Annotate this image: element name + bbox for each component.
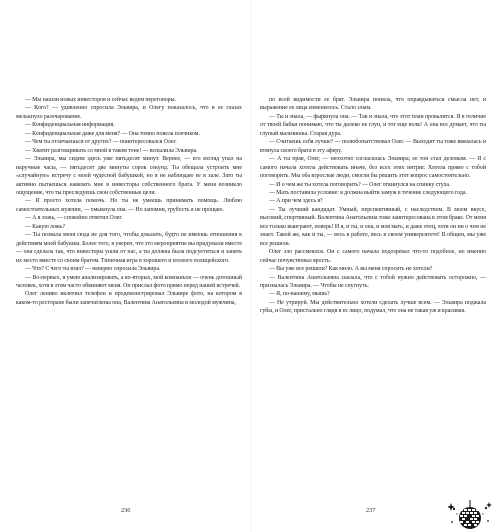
paragraph: — Во-первых, я умею анализировать, а во-вторых, мой компаньон — очень дотошный человек, хотя в этом часто обвиняют меня. Он прислал фото прямо перед нашей встречей. — [16, 274, 242, 289]
page-number-left: 236 — [121, 507, 131, 514]
paragraph: — Хватит разговаривать со мной в таком тоне! — вспылила Эльвира. — [25, 147, 198, 154]
page-number-right: 237 — [366, 507, 376, 514]
paragraph: — Чем ты отличаешься от других? — поинтересовался Олег. — [25, 139, 177, 146]
page-gutter — [250, 0, 252, 532]
paragraph: — Ты и знала, — фыркнула она. — Так и знала, что этот план провалится. Я в отличие от твоей бабки понимаю, что ты далеко не глуп, и тот еще волк! А она все думает, что ты глупый мальчишка. Старая дура. — [260, 113, 486, 137]
paragraph: — Вы уже все решили? Как мило. А вы меня спросить не хотели? — [269, 266, 433, 273]
paragraph: — Конфиденциальная даже для меня? — Она томно повела плечиком. — [25, 130, 200, 137]
right-page — [260, 96, 486, 514]
paragraph: — И о чем же ты хотела поговорить? — Олег откинулся на спинку стула. — [269, 181, 451, 188]
paragraph: — А при чем здесь я? — [269, 198, 323, 205]
paragraph: — Конфиденциальная информация. — [25, 122, 115, 129]
paragraph: — Кого? — удивленно спросила Эльвира, и Олегу показалось, что в ее глазах мелькнуло разочарование. — [16, 105, 242, 120]
paragraph: — Считаешь себя лучше? — полюбопытствовал Олег. — Выходит ты тоже ввязалась и втянула своего брата в эту аферу. — [260, 139, 486, 154]
paragraph: — Ты позвала меня сюда не для того, чтобы доказать, будто не имеешь отношения к действиям моей бабушки. Более того, я уверен, что это мероприятие вы придумали вместе — она сделала так, что инвесторы ушли от нас, а ты должна была подсуетиться и занять их место вместе со своим братом. Типичная игра в хорошего и плохого полицейского. — [16, 232, 242, 264]
paragraph: — Что? С чего ты взял? — неверно спросила Эльвира. — [25, 266, 161, 273]
paragraph: — Валентина Анатольевна сказала, что с тобой нужно действовать осторожно, — призналась Эльвира. — Чтобы не спугнуть. — [260, 274, 486, 289]
paragraph: — Я, по-вашему, мышь? — [269, 291, 330, 298]
paragraph: — А я ложь, — спокойно ответил Олег. — [25, 215, 123, 222]
disco-ball-icon — [448, 500, 492, 530]
paragraph: — Мы нашли новых инвесторов и сейчас ведем переговоры. — [25, 97, 177, 103]
paragraph: Олег лениво включил телефон и продемонстрировал Эльвире фото, на котором в каком-то ресторане были запечатлены она, Валентина Анатольевна и молодой мужчина, — [16, 291, 242, 306]
paragraph: — Ты лучший кандидат. Умный, перспективный, с наследством. В моем вкусе, высокий, спортивный. Валентина Анатольевна тоже заинтересована в этом браке. От меня все только выиграют, поверь! И я, и ты, и она, и моя мать, и даже отец, хотя он ни о чем не знает. Такой же, как и ты, — весь в работе, весь в своем университете! В общем, мы уже все решили. — [260, 206, 486, 247]
paragraph: — Какую ложь? — [25, 223, 66, 230]
left-page — [16, 96, 242, 514]
paragraph: — А ты прав, Олег, — неохотно согласилась Эльвира; ее тон стал деловым. — Я с самого начала хотела действовать иначе, без всех этих интриг. Хотела прямо с тобой поговорить. Мы оба взрослые люди, смогли бы решить этот вопрос самостоятельно. — [260, 156, 486, 180]
paragraph: по всей видимости ее брат. Эльвира поняла, что оправдываться смысла нет, и выражение ее лица изменилось. Стало злым. — [260, 97, 486, 112]
left-page-text — [16, 96, 242, 307]
paragraph: — Не утрируй. Мы действительно хотели сделать лучше всем. — Эльвира поджала губы, и Олег, пристально глядя в ее лицо, подумал, что она не такая уж и красивая. — [260, 299, 486, 315]
paragraph: Олег зло рассмеялся. Он с самого начала подозревал что-то подобное, но именно сейчас почувствовал ярость. — [260, 249, 486, 264]
paragraph: — Эльвира, мы сидим здесь уже пятьдесят минут. Вернее, — его взгляд упал на наручные часы, — пятьдесят две минуты сорок секунд. Ты обещала устроить мне «случайную» встречу с моей чудесной бабушкой, но я не наблюдаю ее в зале. Зато ты активно пытаешься навязать мне в инвесторы собственного брата. У меня возникло ощущение, что ты преследуешь свои собственные цели. — [16, 156, 242, 196]
paragraph: — Мать поставила условие: я должна выйти замуж в течение следующего года. — [269, 189, 467, 196]
paragraph: — Я просто хотела помочь. Но ты не умеешь принимать помощь. Люблю самостоятельных мужчин, — хмыкнула она. — Но запомни, грубость я не прощаю. — [16, 198, 242, 213]
right-page-text — [260, 96, 486, 316]
